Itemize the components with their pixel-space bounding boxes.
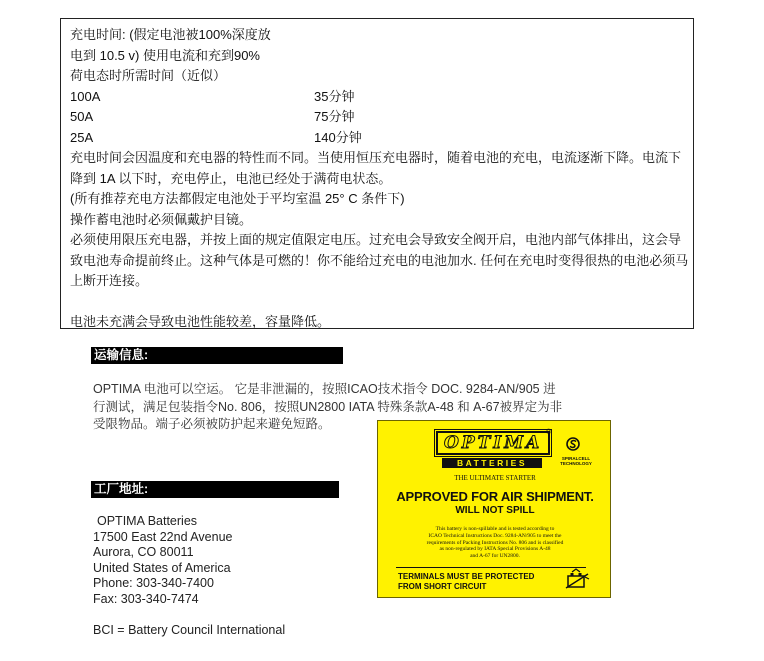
compliance-line: This battery is non-spillable and is tested according to [435,526,555,532]
battery-short-circuit-icon [564,568,590,590]
charging-info-box [60,18,694,329]
factory-address [93,514,232,607]
label-divider [396,567,586,568]
paragraph-spacer [70,292,690,313]
charge-rate-row [70,87,690,108]
charge-rate-row [70,107,690,128]
label-tagline: THE ULTIMATE STARTER [454,474,536,482]
address-fax: Fax: 303-340-7474 [93,591,199,606]
charging-heading-line-3: 荷电态时所需时间（近似） [70,68,227,83]
voltage-limit-paragraph: 必须使用限压充电器，并按上面的规定值限定电压。过充电会导致安全阀开启，电池内部气体排出，这会导致电池寿命提前终止。这种气体是可燃的！你不能给过充电的电池加水. 任何在充电时变得很热的电池必须马上断开连接。 [70,232,689,288]
address-city: Aurora, CO 80011 [93,545,194,559]
address-street: 17500 East 22nd Avenue [93,529,233,544]
compliance-line: and A-67 for UN2800. [470,553,520,560]
will-not-spill-text: WILL NOT SPILL [455,505,535,516]
approved-air-shipment-heading: APPROVED FOR AIR SHIPMENT. [396,489,594,504]
registered-mark: ® [546,429,552,436]
factory-section-title: 工厂地址: [91,481,339,498]
transport-line: OPTIMA 电池可以空运。 它是非泄漏的，按照ICAO技术指令 DOC. 9284-AN/905 进 [93,382,556,396]
charge-current: 50A [70,109,94,124]
spiralcell-line: TECHNOLOGY [560,461,592,466]
charging-heading-line-1: 充电时间: (假定电池被100%深度放 [70,27,271,42]
terminals-warning-line: TERMINALS MUST BE PROTECTED [398,572,535,581]
transport-line: 行测试，满足包装指令No. 806，按照UN2800 IATA 特殊条款A-48 和 A-67被界定为非 [93,399,563,414]
label-compliance-text [386,526,604,560]
goggles-warning: 操作蓄电池时必须佩戴护目镜。 [70,211,253,227]
charge-time: 35分钟 [314,88,355,104]
spiralcell-icon [566,435,580,453]
compliance-line: as non-regulated by IATA Special Provisions A-48 [439,546,551,553]
terminals-warning [398,572,534,591]
compliance-line: requirements of Packing Instructions No. 806 and is classified [426,539,564,546]
undercharge-note: 电池未充满会导致电池性能较差，容量降低。 [70,314,331,329]
optima-logo [436,431,548,468]
charging-room-temperature-note: (所有推荐充电方法都假定电池处于平均室温 25° C 条件下) [70,191,405,206]
charge-rate-row [70,128,690,149]
air-shipment-label [377,420,611,598]
optima-logo-text: OPTIMA [436,431,550,455]
charge-time: 140分钟 [314,129,362,145]
bci-definition: BCI = Battery Council International [93,623,286,637]
optima-logo-subtext: BATTERIES [442,458,542,468]
terminals-warning-line: FROM SHORT CIRCUIT [398,581,487,591]
transport-line: 受限物品。端子必须被防护起来避免短路。 [93,417,331,431]
charging-heading-line-2: 电到 10.5 v) 使用电流和充到90% [70,47,260,63]
address-country: United States of America [93,560,231,575]
spiralcell-line: SPIRALCELL [561,456,591,461]
spiralcell-technology-text [554,456,598,466]
address-phone: Phone: 303-340-7400 [93,576,214,590]
charge-time: 75分钟 [314,109,355,124]
compliance-line: ICAO Technical Instructions Doc. 9284-AN/905 to meet the [428,532,562,539]
address-company: OPTIMA Batteries [97,514,198,528]
charging-temperature-paragraph: 充电时间会因温度和充电器的特性而不同。当使用恒压充电器时，随着电池的充电，电流逐渐下降。电流下降到 1A 以下时，充电停止，电池已经处于满荷电状态。 [70,150,682,186]
charge-current: 100A [70,88,101,104]
charging-info-content [70,25,690,329]
charge-current: 25A [70,129,94,145]
transport-section-title: 运输信息: [91,347,343,364]
